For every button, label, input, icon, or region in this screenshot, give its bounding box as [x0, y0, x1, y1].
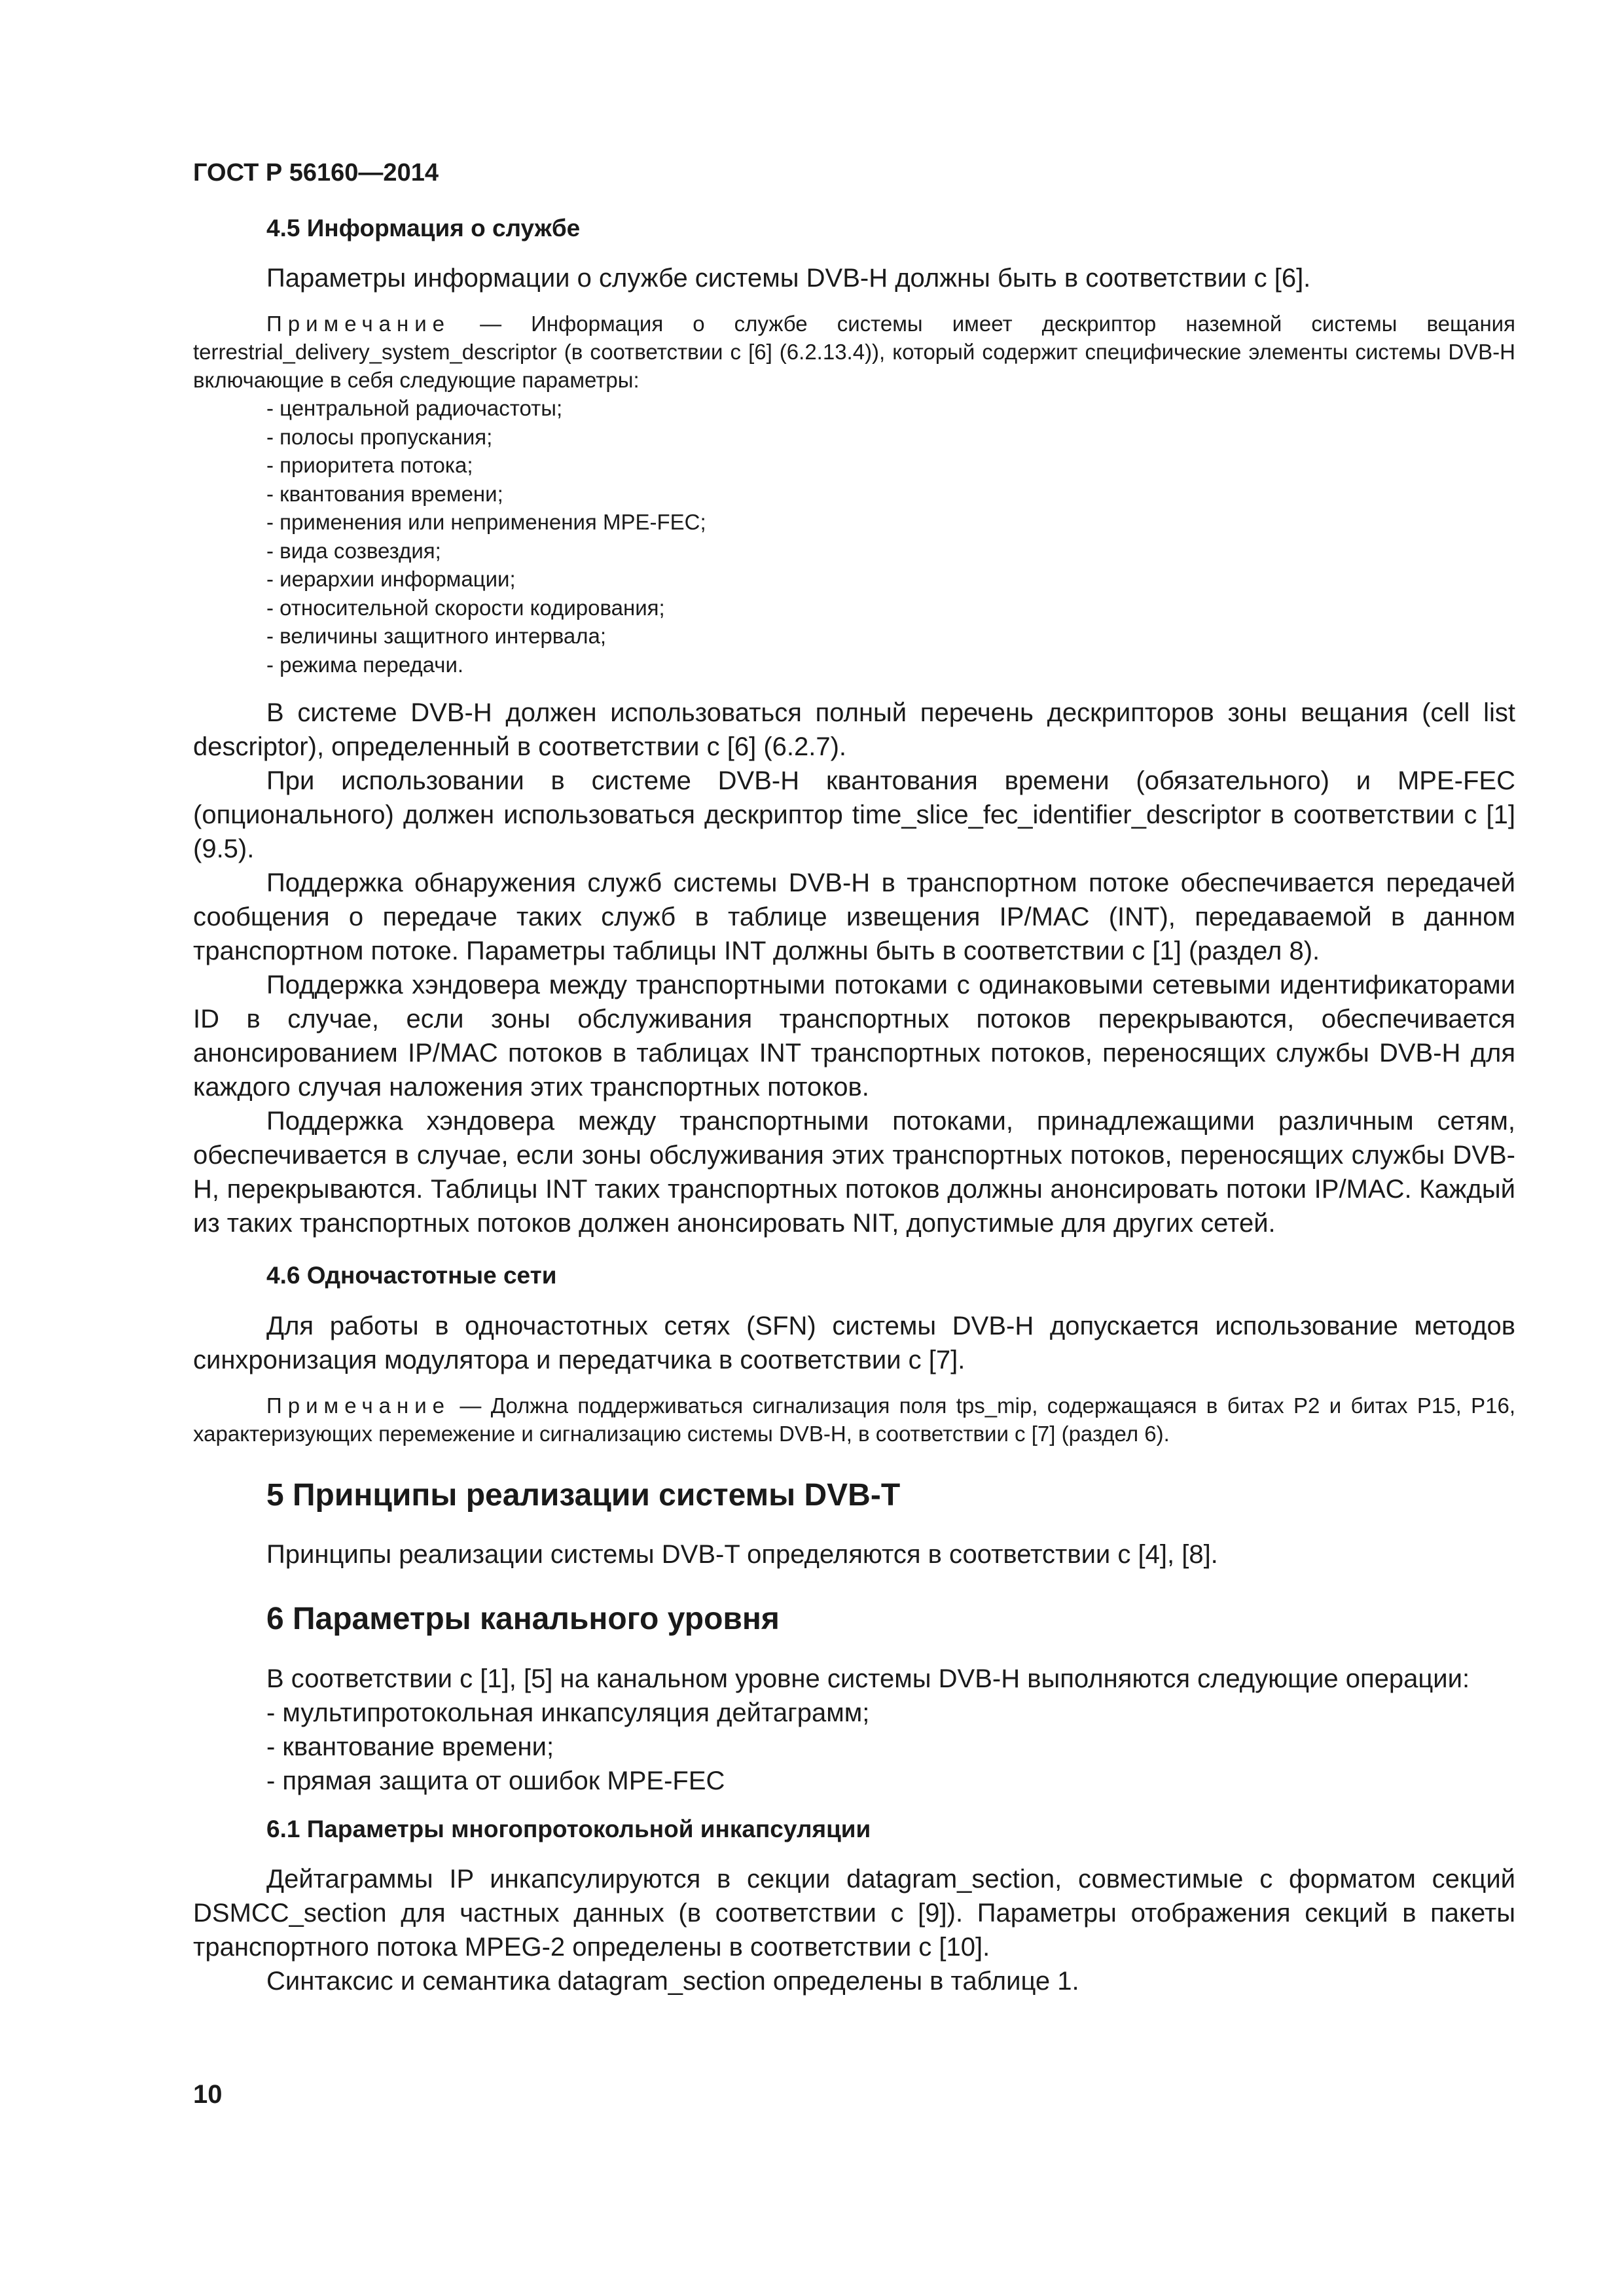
- paragraph: Принципы реализации системы DVB-T определяются в соответствии с [4], [8].: [266, 1540, 1218, 1570]
- list-item: - применения или неприменения MPE-FEC;: [266, 510, 706, 535]
- paragraph: Дейтаграммы IP инкапсулируются в секции datagram_section, совместимые с форматом секций DSMCC_section для частных данных (в соответствии с [9]). Параметры отображения секций в пакеты транспортного потока MPEG-2 определены в соответствии с [10].: [193, 1864, 1515, 1962]
- paragraph: Поддержка хэндовера между транспортными потоками, принадлежащими различным сетям, обеспечивается в случае, если зоны обслуживания этих транспортных потоков, переносящих службы DVB-H, перекрываются. Таблицы INT таких транспортных потоков должны анонсировать потоки IP/MAC. Каждый из таких транспортных потоков должен анонсировать NIT, допустимые для других сетей.: [193, 1107, 1515, 1238]
- list-item: - вида созвездия;: [266, 538, 441, 563]
- list-item: - полосы пропускания;: [266, 424, 493, 449]
- paragraph: При использовании в системе DVB-H квантования времени (обязательного) и MPE-FEC (опционального) должен использоваться дескриптор time_slice_fec_identifier_descriptor в соответствии с [1] (9.5).: [193, 766, 1515, 864]
- paragraph: В системе DVB-H должен использоваться полный перечень дескрипторов зоны вещания (cell list descriptor), определенный в соответствии с [6] (6.2.7).: [193, 698, 1516, 762]
- paragraph: Поддержка хэндовера между транспортными потоками с одинаковыми сетевыми идентификаторами ID в случае, если зоны обслуживания транспортных потоков перекрываются, обеспечивается анонсированием IP/MAC потоков в таблицах INT транспортных потоков, переносящих службы DVB-H для каждого случая наложения этих транспортных потоков.: [193, 971, 1515, 1102]
- list-item: - прямая защита от ошибок MPE-FEC: [266, 1766, 725, 1795]
- document-code: ГОСТ Р 56160—2014: [193, 159, 439, 187]
- note-label: Примечание: [266, 312, 451, 336]
- section-4-6-heading: 4.6 Одночастотные сети: [266, 1262, 557, 1289]
- operations-list: [193, 1696, 1515, 1798]
- section-6-1-heading: 6.1 Параметры многопротокольной инкапсуляции: [266, 1815, 871, 1842]
- list-item: - квантования времени;: [266, 481, 503, 506]
- paragraph: Параметры информации о службе системы DVB-H должны быть в соответствии с [6].: [266, 264, 1311, 293]
- note: [193, 310, 1515, 394]
- list-item: - приоритета потока;: [266, 453, 473, 478]
- list-item: - мультипротокольная инкапсуляция дейтаграмм;: [266, 1698, 870, 1727]
- section-6-heading: 6 Параметры канального уровня: [266, 1602, 780, 1637]
- page-content: [193, 157, 1515, 1998]
- paragraph: Для работы в одночастотных сетях (SFN) системы DVB-H допускается использование методов синхронизация модулятора и передатчика в соответствии с [7].: [193, 1311, 1515, 1374]
- paragraph: Поддержка обнаружения служб системы DVB-H в транспортном потоке обеспечивается передачей сообщения о передаче таких служб в таблице извещения IP/MAC (INT), передаваемой в данном транспортном потоке. Параметры таблицы INT должны быть в соответствии с [1] (раздел 8).: [193, 869, 1515, 966]
- section-4-5-heading: 4.5 Информация о службе: [266, 215, 581, 242]
- list-item: - относительной скорости кодирования;: [266, 595, 665, 620]
- list-item: - величины защитного интервала;: [266, 624, 606, 649]
- note-label: Примечание: [266, 1393, 451, 1418]
- note-text: — Должна поддерживаться сигнализация поля tps_mip, содержащаяся в битах P2 и битах P15, P16, характеризующих перемежение и сигнализацию системы DVB-H, в соответствии с [7] (раздел 6).: [193, 1393, 1515, 1446]
- list-item: - иерархии информации;: [266, 567, 516, 592]
- note-list: [193, 394, 1515, 679]
- list-item: - квантование времени;: [266, 1732, 554, 1761]
- paragraph: Синтаксис и семантика datagram_section определены в таблице 1.: [266, 1966, 1079, 1996]
- page-number: 10: [193, 2080, 223, 2109]
- paragraph: В соответствии с [1], [5] на канальном уровне системы DVB-H выполняются следующие операции:: [266, 1664, 1470, 1693]
- list-item: - центральной радиочастоты;: [266, 396, 563, 421]
- list-item: - режима передачи.: [266, 652, 464, 677]
- section-5-heading: 5 Принципы реализации системы DVB-T: [266, 1477, 901, 1513]
- note: [193, 1391, 1515, 1448]
- note-text: — Информация о службе системы имеет дескриптор наземной системы вещания terrestrial_delivery_system_descriptor (в соответствии с [6] (6.2.13.4)), который содержит специфические элементы системы DVB-H включающие в себя следующие параметры:: [193, 312, 1515, 393]
